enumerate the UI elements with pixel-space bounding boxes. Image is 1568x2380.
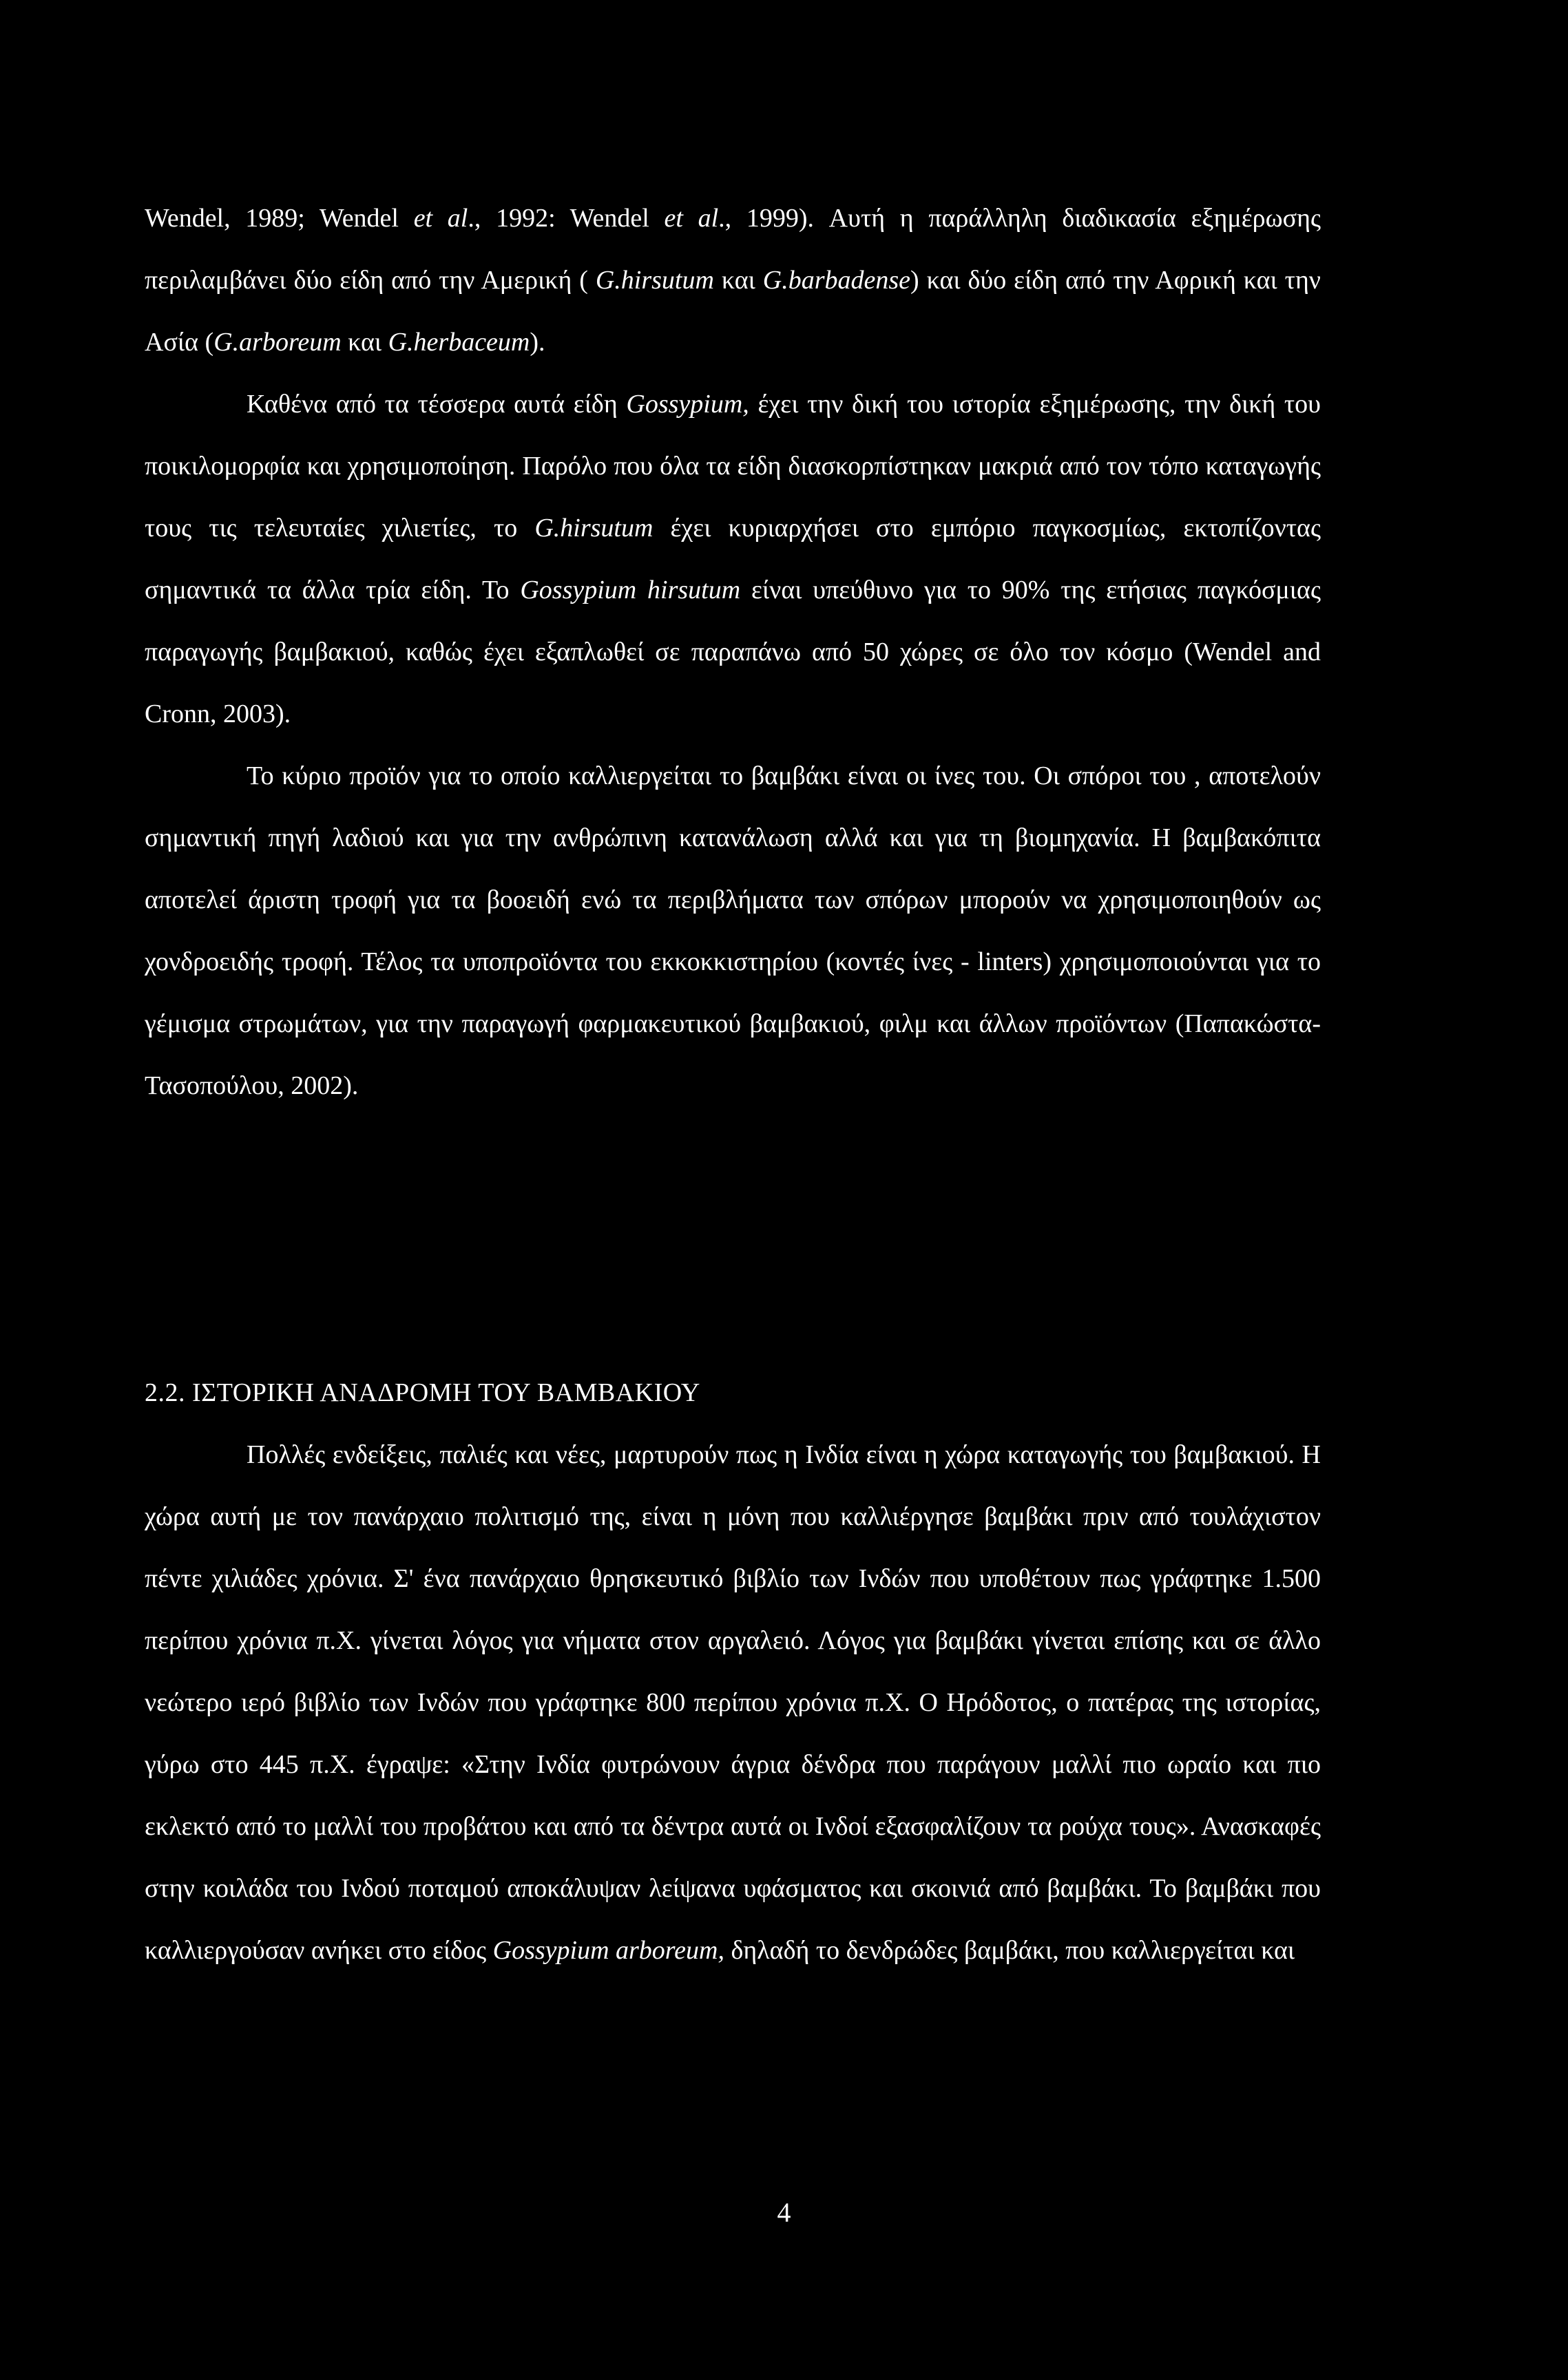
section-heading: 2.2. ΙΣΤΟΡΙΚΗ ΑΝΑΔΡΟΜΗ ΤΟΥ ΒΑΜΒΑΚΙΟΥ	[145, 1378, 700, 1407]
paragraph-gossypium-species: Καθένα από τα τέσσερα αυτά είδη Gossypium, έχει την δική του ιστορία εξημέρωσης, την δική του ποικιλομορφία και χρησιμοποίηση. Παρόλο που όλα τα είδη διασκορπίστηκαν μακριά από τον τόπο καταγωγής τους τις τελευταίες χιλιετίες, το G.hirsutum έχει κυριαρχήσει στο εμπόριο παγκοσμίως, εκτοπίζοντας σημαντικά τα άλλα τρία είδη. Το Gossypium hirsutum είναι υπεύθυνο για το 90% της ετήσιας παγκόσμιας παραγωγής βαμβακιού, καθώς έχει εξαπλωθεί σε παραπάνω από 50 χώρες σε όλο τον κόσμο (Wendel and Cronn, 2003).	[145, 390, 1321, 728]
paragraph-continuation: Wendel, 1989; Wendel et al., 1992: Wendel et al., 1999). Αυτή η παράλληλη διαδικασία εξημέρωσης περιλαμβάνει δύο είδη από την Αμερική ( G.hirsutum και G.barbadense) και δύο είδη από την Αφρική και την Ασία (G.arboreum και G.herbaceum).	[145, 204, 1321, 357]
body-text-section-2	[145, 1424, 1321, 1981]
paragraph-cotton-history: Πολλές ενδείξεις, παλιές και νέες, μαρτυρούν πως η Ινδία είναι η χώρα καταγωγής του βαμβακιού. Η χώρα αυτή με τον πανάρχαιο πολιτισμό της, είναι η μόνη που καλλιέργησε βαμβάκι πριν από τουλάχιστον πέντε χιλιάδες χρόνια. Σ' ένα πανάρχαιο θρησκευτικό βιβλίο των Ινδών που υποθέτουν πως γράφτηκε 1.500 περίπου χρόνια π.Χ. γίνεται λόγος για νήματα στον αργαλειό. Λόγος για βαμβάκι γίνεται επίσης και σε άλλο νεώτερο ιερό βιβλίο των Ινδών που γράφτηκε 800 περίπου χρόνια π.Χ. Ο Ηρόδοτος, ο πατέρας της ιστορίας, γύρω στο 445 π.Χ. έγραψε: «Στην Ινδία φυτρώνουν άγρια δένδρα που παράγουν μαλλί πιο ωραίο και πιο εκλεκτό από το μαλλί του προβάτου και από τα δέντρα αυτά οι Ινδοί εξασφαλίζουν τα ρούχα τους». Ανασκαφές στην κοιλάδα του Ινδού ποταμού αποκάλυψαν λείψανα υφάσματος και σκοινιά από βαμβάκι. Το βαμβάκι που καλλιεργούσαν ανήκει στο είδος Gossypium arboreum, δηλαδή το δενδρώδες βαμβάκι, που καλλιεργείται και	[145, 1440, 1321, 1965]
page-number: 4	[777, 2197, 791, 2228]
body-text-section-1	[145, 187, 1321, 1117]
paragraph-cotton-products: Το κύριο προϊόν για το οποίο καλλιεργείται το βαμβάκι είναι οι ίνες του. Οι σπόροι του , αποτελούν σημαντική πηγή λαδιού και για την ανθρώπινη κατανάλωση αλλά και για τη βιομηχανία. Η βαμβακόπιτα αποτελεί άριστη τροφή για τα βοοειδή ενώ τα περιβλήματα των σπόρων μπορούν να χρησιμοποιηθούν ως χονδροειδής τροφή. Τέλος τα υποπροϊόντα του εκκοκκιστηρίου (κοντές ίνες - linters) χρησιμοποιούνται για το γέμισμα στρωμάτων, για την παραγωγή φαρμακευτικού βαμβακιού, φιλμ και άλλων προϊόντων (Παπακώστα-Τασοπούλου, 2002).	[145, 761, 1321, 1100]
